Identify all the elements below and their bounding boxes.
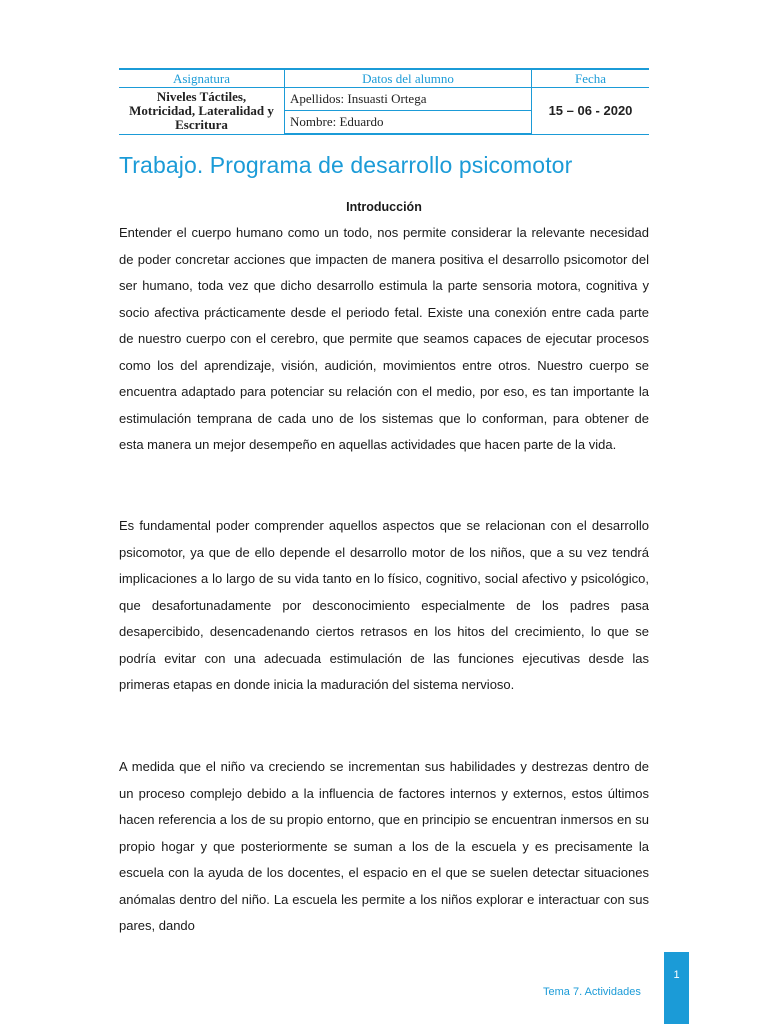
student-name: Nombre: Eduardo xyxy=(285,111,532,135)
student-surname: Apellidos: Insuasti Ortega xyxy=(285,88,532,111)
document-title: Trabajo. Programa de desarrollo psicomotor xyxy=(119,152,573,178)
section-heading: Introducción xyxy=(346,200,422,214)
subject-column-header: Asignatura xyxy=(119,69,285,88)
paragraph: A medida que el niño va creciendo se incrementan sus habilidades y destrezas dentro de un proceso complejo debido a la influencia de factores internos y externos, estos últimos hacen referencia a los de su propio entorno, que en principio se encuentran inmersos en su propio hogar y que posteriormente se suman a los de la escuela y es precisamente la escuela con la ayuda de los docentes, el espacio en el que se suelen detectar situaciones anómalas dentro del niño. La escuela les permite a los niños explorar e interactuar con sus pares, dando xyxy=(119,759,649,933)
page-number: 1 xyxy=(673,969,680,981)
subject-name: Niveles Táctiles, Motricidad, Lateralidad y Escritura xyxy=(119,88,285,135)
footer-label: Tema 7. Actividades xyxy=(543,986,641,998)
page-number-tab xyxy=(664,952,689,1024)
paragraph: Es fundamental poder comprender aquellos aspectos que se relacionan con el desarrollo psicomotor, ya que de ello depende el desarrollo motor de los niños, que a su vez tendrá implicaciones a lo largo de su vida tanto en lo físico, cognitivo, social afectivo y psicológico, que desafortunadamente por desconocimiento especialmente de los padres pasa desapercibido, desencadenando ciertos retrasos en los hitos del crecimiento, lo que se podría evitar con una adecuada estimulación de las funciones ejecutivas desde las primeras etapas en donde inicia la maduración del sistema nervioso. xyxy=(119,518,649,692)
submission-date: 15 – 06 - 2020 xyxy=(532,88,650,135)
paragraph: Entender el cuerpo humano como un todo, nos permite considerar la relevante necesidad de poder concretar acciones que impacten de manera positiva el desarrollo psicomotor del ser humano, toda vez que dicho desarrollo estimula la parte sensoria motora, cognitiva y socio afectiva prácticamente desde el periodo fetal. Existe una conexión entre cada parte de nuestro cuerpo con el cerebro, que permite que seamos capaces de ejecutar procesos como los del aprendizaje, visión, audición, movimientos entre otros. Nuestro cuerpo se encuentra adaptado para potenciar su relación con el medio, por eso, es tan importante la estimulación temprana de cada uno de los sistemas que lo conforman, para obtener de esta manera un mejor desempeño en aquellas actividades que hacen parte de la vida. xyxy=(119,225,649,452)
date-column-header: Fecha xyxy=(532,69,650,88)
header-table xyxy=(119,68,649,135)
student-column-header: Datos del alumno xyxy=(285,69,532,88)
